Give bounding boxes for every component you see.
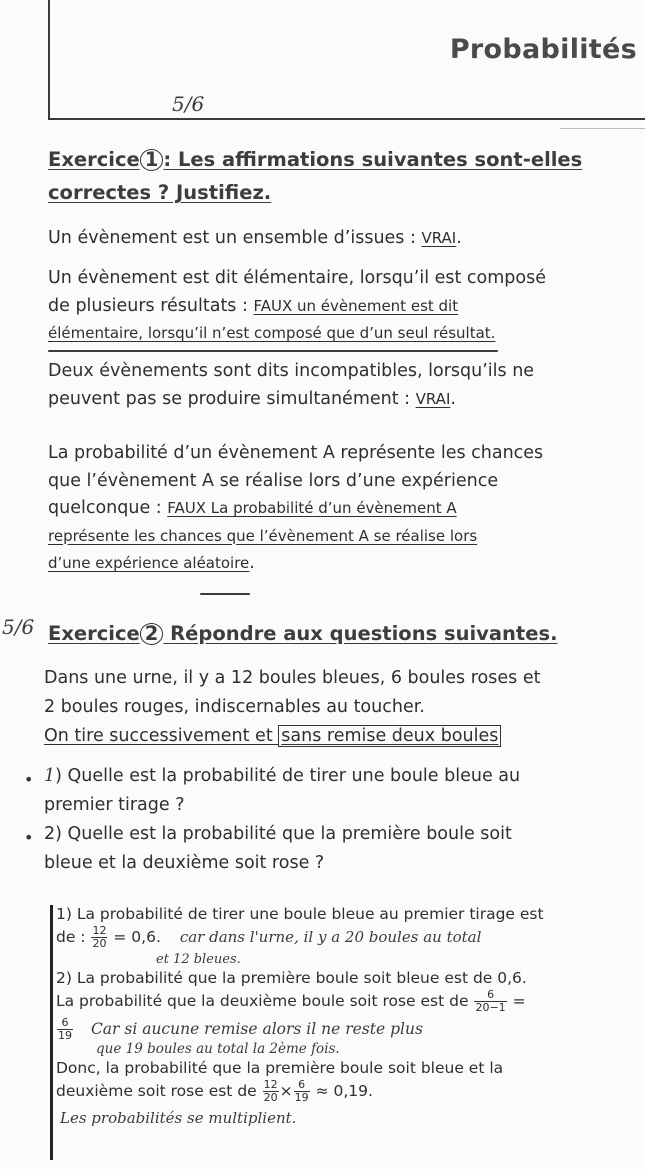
statement-3-end: . xyxy=(450,388,456,409)
answer-1-result: = 0,6. xyxy=(108,928,161,946)
answer-2-line1: 2) La probabilité que la première boule soit bleue est de 0,6. xyxy=(56,969,527,987)
statement-1 xyxy=(48,225,462,253)
statement-4-answer-text5: d’une expérience aléatoire xyxy=(48,554,250,572)
statement-4-line1: La probabilité d’un évènement A représente les chances xyxy=(48,443,544,463)
answer-2-fraction-2 xyxy=(57,1017,73,1042)
answer-2-times: × xyxy=(279,1082,293,1100)
statement-3-line1: Deux évènements sont dits incompatibles, lorsqu’ils ne xyxy=(48,361,535,381)
intro-line2: 2 boules rouges, indiscernables au toucher. xyxy=(44,697,425,717)
statement-3-answer: VRAI xyxy=(415,389,451,408)
statement-1-end: . xyxy=(456,228,462,248)
handwritten-score-1: 5/6 xyxy=(172,92,205,116)
frac-num: 12 xyxy=(92,924,107,937)
header-rule xyxy=(560,128,645,129)
answer-margin-bar xyxy=(50,905,53,1160)
answer-2-fraction-1 xyxy=(474,989,506,1014)
answer-2-line2 xyxy=(56,989,636,1017)
statement-1-text: Un évènement est un ensemble d’issues : xyxy=(48,228,422,248)
answer-1-prefix: de : xyxy=(56,928,91,946)
question-2-bullet: • xyxy=(24,828,34,847)
statement-4-answer-line5 xyxy=(48,550,638,578)
statement-2-answer-line3: élémentaire, lorsqu’il n’est composé que d’un seul résultat. xyxy=(48,324,496,342)
statement-4-line2: que l’évènement A se réalise lors d’une expérience xyxy=(48,470,499,491)
frac-num: 12 xyxy=(263,1078,278,1091)
handwritten-note-3: Les probabilités se multiplient. xyxy=(60,1109,297,1127)
handwritten-note-2: Car si aucune remise alors il ne reste plus xyxy=(90,1020,423,1038)
exercise-2-title xyxy=(48,622,557,645)
statement-4-end: . xyxy=(249,553,255,573)
intro-line3 xyxy=(44,722,634,751)
exercise-2-intro xyxy=(44,664,634,751)
intro-line1: Dans une urne, il y a 12 boules bleues, 6 boules roses et xyxy=(44,668,541,688)
handwritten-score-2: 5/6 xyxy=(2,615,35,639)
statement-4-line3 xyxy=(48,495,638,523)
exercise-1-title-line2: correctes ? Justifiez. xyxy=(48,181,272,204)
question-2-line2: bleue et la deuxième soit rose ? xyxy=(44,853,325,873)
statement-4-answer-line4: représente les chances que l’évènement A se réalise lors xyxy=(48,526,478,545)
statement-2-line2 xyxy=(48,293,638,321)
intro-line3a: On tire successivement et xyxy=(44,726,279,746)
answer-1-line2 xyxy=(56,925,636,953)
exercise-1-number: 1 xyxy=(140,149,164,171)
page-title: Probabilités xyxy=(449,34,637,65)
answer-2-line3 xyxy=(56,1017,636,1041)
statement-2 xyxy=(48,265,638,348)
statement-2-line1: Un évènement est dit élémentaire, lorsqu’il est composé xyxy=(48,268,547,288)
header-frame-bottom xyxy=(48,118,645,120)
question-1 xyxy=(44,762,634,820)
answer-2-result: ≈ 0,19. xyxy=(310,1082,373,1100)
answer-2-fraction-4 xyxy=(294,1079,310,1104)
statement-3 xyxy=(48,358,638,413)
statement-3-line2 xyxy=(48,386,638,414)
statement-4 xyxy=(48,440,638,578)
question-1-bullet: • xyxy=(24,770,34,789)
intro-line3b: sans remise deux boules xyxy=(278,725,501,747)
answer-2-text: La probabilité que la deuxième boule soit rose est de xyxy=(56,992,474,1010)
answer-block xyxy=(56,903,636,1129)
statement-4-text: quelconque : xyxy=(48,498,168,518)
exercise-2-number: 2 xyxy=(140,623,164,645)
hand-underline-2 xyxy=(200,593,250,595)
statement-4-answer: FAUX La probabilité d’un évènement A xyxy=(167,499,457,517)
frac-den: 19 xyxy=(294,1091,309,1104)
hand-underline-1 xyxy=(48,350,498,352)
question-1-line1 xyxy=(44,762,634,791)
handwritten-note-2b: que 19 boules au total la 2ème fois. xyxy=(96,1041,340,1057)
statement-2-text: de plusieurs résultats : xyxy=(48,295,254,316)
exercise-1-prefix: Exercice xyxy=(48,148,140,171)
header-frame-left xyxy=(48,0,50,120)
statement-3-text: peuvent pas se produire simultanément : xyxy=(48,388,416,409)
question-2 xyxy=(44,820,634,878)
statement-2-answer: FAUX un évènement est dit xyxy=(253,296,459,315)
exercise-2-prefix: Exercice xyxy=(48,622,140,645)
handwritten-note-1: car dans l'urne, il y a 20 boules au total xyxy=(179,928,482,946)
answer-2-fraction-3 xyxy=(263,1079,279,1104)
frac-num: 6 xyxy=(474,989,506,1002)
frac-num: 6 xyxy=(57,1017,73,1030)
answer-2-line4: Donc, la probabilité que la première boule soit bleue et la xyxy=(56,1059,504,1077)
answer-2-eq: = xyxy=(507,992,526,1010)
answer-2-line5-text: deuxième soit rose est de xyxy=(56,1082,262,1100)
question-1-num: 1 xyxy=(44,766,56,786)
handwritten-note-1b: et 12 bleues. xyxy=(156,952,241,967)
frac-den: 19 xyxy=(58,1029,72,1042)
frac-den: 20−1 xyxy=(475,1001,506,1014)
frac-den: 20 xyxy=(92,937,107,950)
answer-1-line1: 1) La probabilité de tirer une boule bleue au premier tirage est xyxy=(56,905,544,923)
question-1-text: ) Quelle est la probabilité de tirer une boule bleue au xyxy=(55,766,521,786)
exercise-1-title-text: : Les affirmations suivantes sont-elles xyxy=(163,148,583,171)
frac-den: 20 xyxy=(263,1091,278,1104)
statement-1-answer: VRAI xyxy=(421,229,457,247)
exercise-2-title-text: Répondre aux questions suivantes. xyxy=(170,622,558,645)
question-1-line2: premier tirage ? xyxy=(44,795,185,815)
frac-num: 6 xyxy=(294,1079,310,1092)
answer-1-fraction xyxy=(91,925,107,950)
answer-2-line5 xyxy=(56,1079,636,1107)
question-2-line1: 2) Quelle est la probabilité que la première boule soit xyxy=(44,824,512,844)
exercise-1-title xyxy=(48,148,582,171)
